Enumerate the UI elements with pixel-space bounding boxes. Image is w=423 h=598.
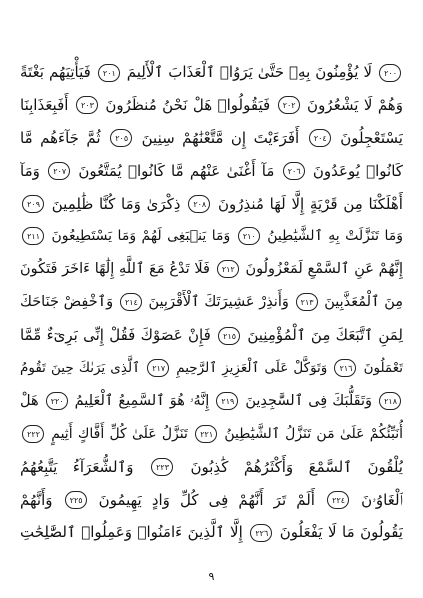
verse-line bbox=[20, 385, 403, 418]
verse-text: وَٱخْفِضْ جَنَاحَكَ bbox=[20, 294, 114, 311]
ayah-number-marker: ٢١٤ bbox=[120, 293, 142, 311]
ayah-number-marker: ٢٢٦ bbox=[250, 524, 272, 542]
verse-text: أُنَبِّئُكُمْ عَلَىٰ مَن تَنَزَّلُ ٱلشَّيَٰطِينُ bbox=[224, 425, 403, 442]
verse-text: أَهْلَكْنَا مِن قَرْيَةٍ إِلَّا لَهَا مُنذِرُونَ bbox=[217, 194, 403, 213]
ayah-number-marker: ٢١٩ bbox=[216, 392, 238, 410]
ayah-number-marker: ٢١٢ bbox=[217, 260, 239, 278]
ayah-number-marker: ٢٢٠ bbox=[46, 392, 68, 410]
ayah-number-marker: ٢١٨ bbox=[379, 392, 401, 410]
ayah-number-marker: ٢٢١ bbox=[195, 425, 217, 443]
verse-line bbox=[20, 155, 403, 188]
page-number: ٩ bbox=[208, 570, 215, 583]
verse-line bbox=[20, 451, 403, 484]
ayah-number-marker: ٢١٣ bbox=[296, 293, 318, 311]
verse-text: أَفَرَءَيْتَ إِن مَّتَّعْنَٰهُمْ سِنِينَ bbox=[141, 128, 300, 147]
ayah-number-marker: ٢٠٢ bbox=[278, 96, 300, 114]
verse-text: أَفَبِعَذَابِنَا bbox=[20, 95, 69, 114]
ayah-number-marker: ٢٠٤ bbox=[309, 129, 331, 147]
verse-text: كَانُوا۟ يُوعَدُونَ bbox=[312, 161, 403, 180]
verse-text: وَتَقَلُّبَكَ فِى ٱلسَّٰجِدِينَ bbox=[245, 392, 372, 409]
verse-text: ٱلْغَاوُۥنَ bbox=[361, 490, 403, 509]
verse-text: أَلَمْ تَرَ أَنَّهُمْ فِى كُلِّ وَادٍ يَهِيمُونَ bbox=[98, 490, 315, 509]
ayah-number-marker: ٢٠٩ bbox=[22, 195, 44, 213]
verse-text: وَٱلشُّعَرَآءُ يَتَّبِعُهُمُ bbox=[20, 457, 134, 476]
verse-line bbox=[20, 418, 403, 451]
ayah-number-marker: ٢٠٦ bbox=[283, 162, 305, 180]
verse-text: فَيَأْتِيَهُم بَغْتَةً bbox=[20, 63, 91, 81]
verse-text: فَيَقُولُوا۟ هَلْ نَحْنُ مُنظَرُونَ bbox=[105, 95, 271, 114]
verse-line bbox=[20, 484, 403, 517]
verse-line bbox=[20, 516, 403, 549]
ayah-number-marker: ٢٢٤ bbox=[327, 491, 349, 509]
verse-text: وَأَنَّهُمْ bbox=[20, 490, 53, 509]
ayah-number-marker: ٢١١ bbox=[22, 227, 44, 245]
verse-text: مَآ أَغْنَىٰ عَنْهُم مَّا كَانُوا۟ يُمَتَّعُونَ bbox=[78, 161, 275, 180]
verse-line bbox=[20, 319, 403, 352]
ayah-number-marker: ٢٠٨ bbox=[188, 195, 210, 213]
ayah-number-marker: ٢١٧ bbox=[147, 359, 169, 377]
verse-line bbox=[20, 188, 403, 221]
verse-text: ٱلَّذِى يَرَىٰكَ حِينَ تَقُومُ bbox=[20, 360, 140, 377]
verse-line bbox=[20, 89, 403, 122]
verse-text: مِنَ ٱلْمُعَذَّبِينَ bbox=[324, 294, 403, 311]
verse-text: وَمَا يَنۢبَغِى لَهُمْ وَمَا يَسْتَطِيعُونَ bbox=[51, 228, 231, 245]
verse-text: لِمَنِ ٱتَّبَعَكَ مِنَ ٱلْمُؤْمِنِينَ bbox=[247, 326, 403, 345]
verse-line bbox=[20, 122, 403, 155]
ayah-number-marker: ٢١٥ bbox=[218, 327, 240, 345]
ayah-number-marker: ٢٠٥ bbox=[110, 129, 132, 147]
verse-text: وَهُمْ لَا يَشْعُرُونَ bbox=[307, 95, 403, 114]
ayah-number-marker: ٢٠١ bbox=[98, 64, 120, 82]
verse-line bbox=[20, 286, 403, 319]
verse-text: إِنَّهُمْ عَنِ ٱلسَّمْعِ لَمَعْزُولُونَ bbox=[245, 261, 403, 278]
verse-text: تَنَزَّلُ عَلَىٰ كُلِّ أَفَّاكٍ أَثِيمٍ bbox=[51, 425, 188, 442]
verse-text: لَا يُؤْمِنُونَ بِهِۦ حَتَّىٰ يَرَوُا۟ ٱلْعَذَابَ ٱلْأَلِيمَ bbox=[126, 63, 373, 81]
verse-text-block bbox=[20, 56, 403, 549]
verse-text: يَقُولُونَ مَا لَا يَفْعَلُونَ bbox=[279, 523, 403, 542]
verse-text: تَعْمَلُونَ bbox=[363, 360, 403, 377]
verse-text: إِنَّهُۥ هُوَ ٱلسَّمِيعُ ٱلْعَلِيمُ bbox=[74, 392, 210, 409]
ayah-number-marker: ٢٠٣ bbox=[76, 96, 98, 114]
ayah-number-marker: ٢٢٣ bbox=[151, 458, 173, 476]
verse-text: إِلَّا ٱلَّذِينَ ءَامَنُوا۟ وَعَمِلُوا۟ ٱلصَّٰلِحَٰتِ bbox=[20, 523, 243, 542]
ayah-number-marker: ٢١٠ bbox=[238, 227, 260, 245]
verse-line bbox=[20, 220, 403, 253]
verse-line bbox=[20, 56, 403, 89]
ayah-number-marker: ٢٢٢ bbox=[22, 425, 44, 443]
ayah-number-marker: ٢١٦ bbox=[334, 359, 356, 377]
verse-text: يُلْقُونَ ٱلسَّمْعَ وَأَكْثَرُهُمْ كَٰذِبُونَ bbox=[190, 457, 403, 476]
verse-line bbox=[20, 253, 403, 286]
verse-text: يَسْتَعْجِلُونَ bbox=[340, 128, 403, 147]
ayah-number-marker: ٢٠٠ bbox=[379, 64, 401, 82]
verse-text: فَلَا تَدْعُ مَعَ ٱللَّهِ إِلَٰهًا ءَاخَرَ فَتَكُونَ bbox=[20, 261, 210, 278]
verse-text: وَأَنذِرْ عَشِيرَتَكَ ٱلْأَقْرَبِينَ bbox=[148, 294, 289, 311]
verse-text: ثُمَّ جَآءَهُم مَّا bbox=[20, 128, 101, 147]
verse-line bbox=[20, 352, 403, 385]
verse-text: وَمَا تَنَزَّلَتْ بِهِ ٱلشَّيَٰطِينُ bbox=[267, 228, 403, 245]
verse-text: وَمَآ bbox=[20, 161, 40, 180]
ayah-number-marker: ٢٠٧ bbox=[48, 162, 70, 180]
ayah-number-marker: ٢٢٥ bbox=[65, 491, 87, 509]
verse-text: وَتَوَكَّلْ عَلَى ٱلْعَزِيزِ ٱلرَّحِيمِ bbox=[176, 360, 328, 377]
verse-text: فَإِنْ عَصَوْكَ فَقُلْ إِنِّى بَرِىٓءٌ مِّمَّا bbox=[20, 326, 211, 345]
verse-text: ذِكْرَىٰ وَمَا كُنَّا ظَٰلِمِينَ bbox=[51, 194, 181, 213]
verse-text: هَلْ bbox=[20, 392, 39, 409]
